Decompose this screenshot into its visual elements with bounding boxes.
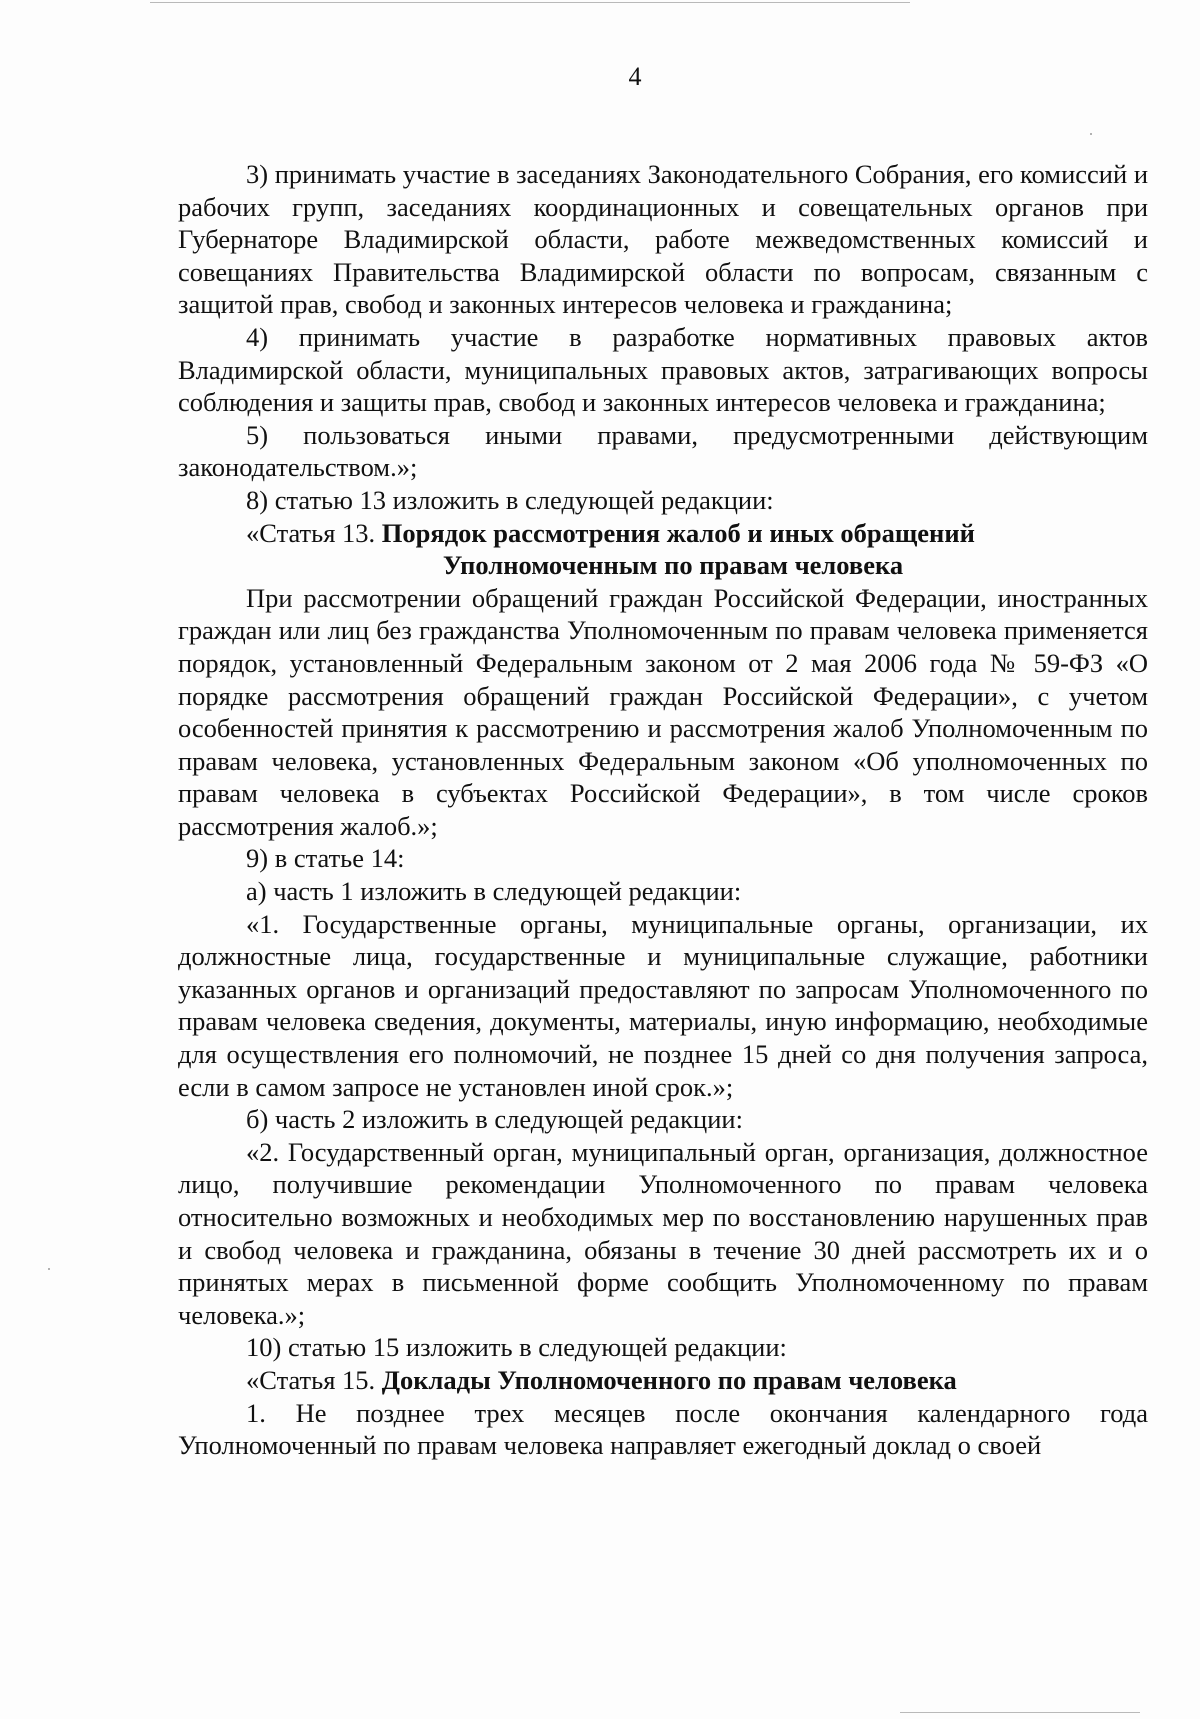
paragraph-amendment-9: 9) в статье 14: [246,843,405,874]
paragraph-amendment-8: 8) статью 13 изложить в следующей редакции: [246,484,774,515]
paragraph-item-5: 5) пользоваться иными правами, предусмотренными действующим законодательством.»; [178,419,1148,483]
paragraph-amendment-9b: б) часть 2 изложить в следующей редакции: [246,1104,743,1135]
scan-artifact-top-line [150,2,910,3]
article-13-body: При рассмотрении обращений граждан Российской Федерации, иностранных граждан или лиц без гражданства Уполномоченным по правам человека применяется порядок, установленный Федеральным законом от 2 мая 2006 года № 59-ФЗ «О порядке рассмотрения обращений граждан Российской Федерации», с учетом особенностей принятия к рассмотрению и рассмотрения жалоб Уполномоченным по правам человека, установленных Федеральным законом «Об уполномоченных по правам человека в субъектах Российской Федерации», в том числе сроков рассмотрения жалоб.»; [178,582,1148,841]
article-15-heading [178,1364,1148,1397]
article-15-prefix: «Статья 15. [246,1364,382,1395]
paragraph-item-3: 3) принимать участие в заседаниях Законодательного Собрания, его комиссий и рабочих групп, заседаниях координационных и совещательных органов при Губернаторе Владимирской области, работе межведомственных комиссий и совещаниях Правительства Владимирской области по вопросам, связанным с защитой прав, свобод и законных интересов человека и гражданина; [178,159,1148,320]
article-13-heading [178,517,1148,550]
scan-artifact-dot [1090,133,1092,135]
article-13-prefix: «Статья 13. [246,517,382,548]
article-14-part-1: «1. Государственные органы, муниципальные органы, организации, их должностные лица, государственные и муниципальные служащие, работники указанных органов и организаций предоставляют по запросам Уполномоченного по правам человека сведения, документы, материалы, иную информацию, необходимые для осуществления его полномочий, не позднее 15 дней со дня получения запроса, если в самом запросе не установлен иной срок.»; [178,908,1148,1102]
scan-artifact-dot [48,1268,50,1270]
article-15-part-1: 1. Не позднее трех месяцев после окончания календарного года Уполномоченный по правам человека направляет ежегодный доклад о своей [178,1397,1148,1461]
paragraph-item-4: 4) принимать участие в разработке нормативных правовых актов Владимирской области, муниципальных правовых актов, затрагивающих вопросы соблюдения и защиты прав, свобод и законных интересов человека и гражданина; [178,321,1148,418]
page-number: 4 [628,62,642,91]
paragraph-amendment-10: 10) статью 15 изложить в следующей редакции: [246,1332,787,1363]
article-15-title: Доклады Уполномоченного по правам человека [381,1364,957,1395]
article-14-part-2: «2. Государственный орган, муниципальный орган, организация, должностное лицо, получившие рекомендации Уполномоченного по правам человека относительно возможных и необходимых мер по восстановлению нарушенных прав и свобод человека и гражданина, обязаны в течение 30 дней рассмотреть их и о принятых мерах в письменной форме сообщить Уполномоченному по правам человека.»; [178,1136,1148,1330]
document-body [178,158,1148,1462]
article-13-title-line2: Уполномоченным по правам человека [442,550,904,581]
scan-artifact-bottom-line [900,1712,1140,1713]
paragraph-amendment-9a: а) часть 1 изложить в следующей редакции: [246,876,742,907]
article-13-title-line1: Порядок рассмотрения жалоб и иных обращений [381,517,975,548]
